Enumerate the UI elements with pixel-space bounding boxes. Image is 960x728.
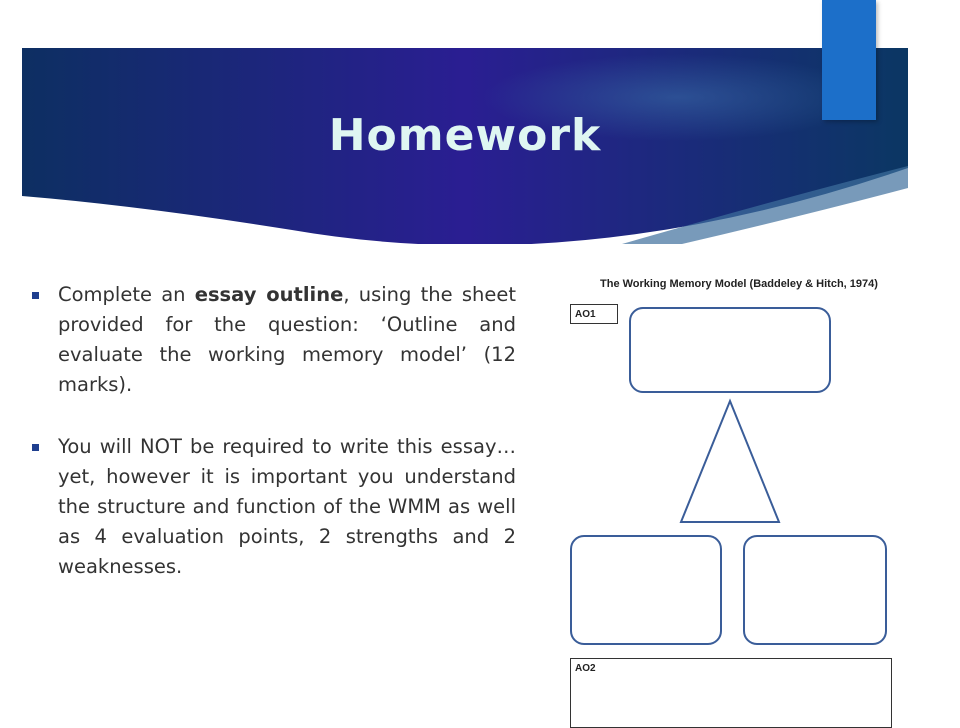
bullet-text-after: , using the sheet provided for the question: ‘Outline and evaluate the working memory model’ (12 marks). bbox=[58, 283, 516, 396]
worksheet-title: The Working Memory Model (Baddeley & Hitch, 1974) bbox=[600, 278, 878, 290]
bullet-text: You will NOT be required to write this essay…yet, however it is important you understand the structure and function of the WMM as well as 4 evaluation points, 2 strengths and 2 weaknesses. bbox=[58, 435, 516, 578]
worksheet-triangle bbox=[678, 398, 782, 526]
bullet-square-icon bbox=[32, 292, 39, 299]
bullet-item bbox=[32, 432, 516, 582]
worksheet-box-right bbox=[743, 535, 887, 645]
worksheet-image bbox=[560, 270, 900, 720]
ao2-label: AO2 bbox=[570, 658, 892, 728]
ao1-label: AO1 bbox=[570, 304, 618, 324]
slide-title: Homework bbox=[328, 110, 602, 161]
worksheet-box-top bbox=[629, 307, 831, 393]
bullet-list bbox=[32, 280, 516, 614]
bullet-item bbox=[32, 280, 516, 400]
bullet-text-before: Complete an bbox=[58, 283, 195, 306]
bullet-square-icon bbox=[32, 444, 39, 451]
bullet-text-bold: essay outline bbox=[194, 283, 344, 306]
accent-tab bbox=[822, 0, 876, 120]
worksheet-box-left bbox=[570, 535, 722, 645]
